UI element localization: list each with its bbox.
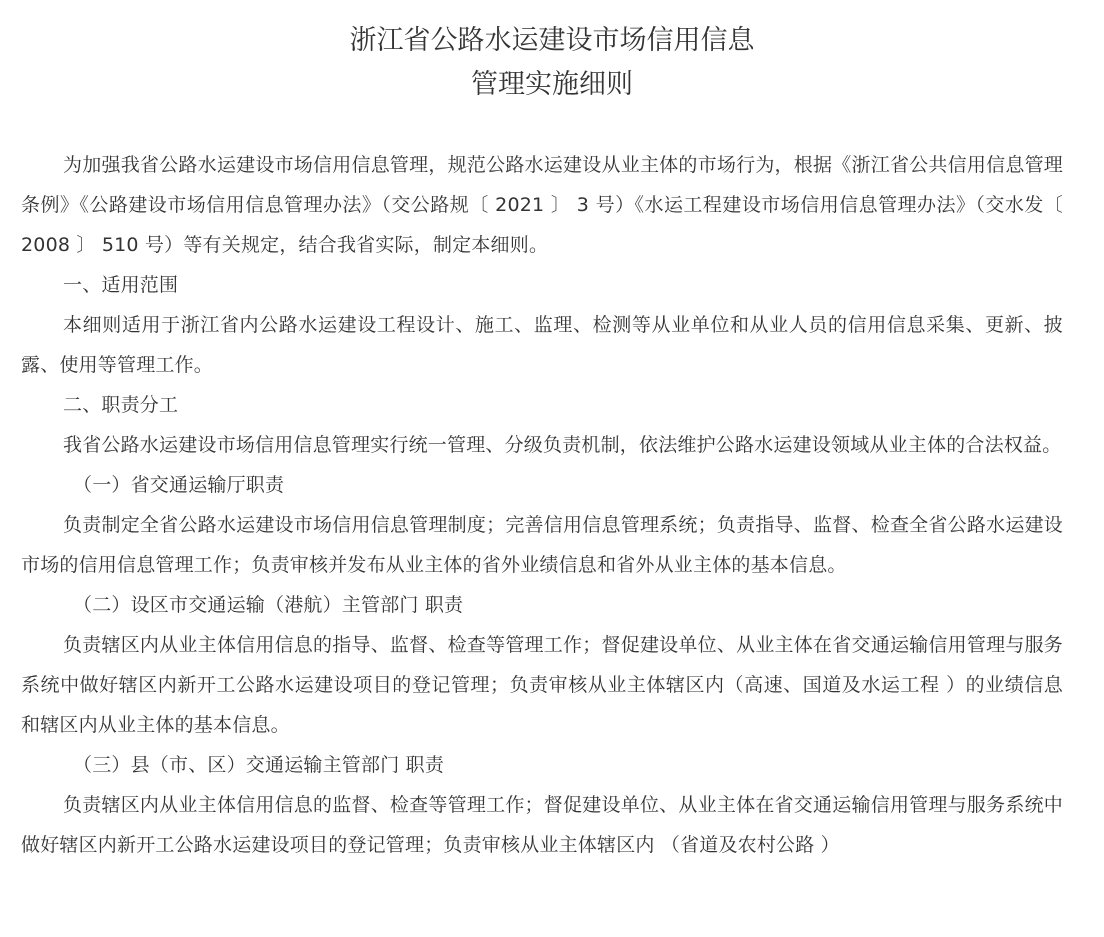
city-duties-paragraph: 负责辖区内从业主体信用信息的指导、监督、检查等管理工作；督促建设单位、从业主体在省交通运输信用管理与服务系统中做好辖区内新开工公路水运建设项目的登记管理；负责审核从业主体辖区内（高速、国道及水运工程 ）的业绩信息和辖区内从业主体的基本信息。 [21, 634, 1063, 736]
duties-paragraph: 我省公路水运建设市场信用信息管理实行统一管理、分级负责机制，依法维护公路水运建设领域从业主体的合法权益。 [63, 434, 1062, 456]
subsection-heading-province: （一）省交通运输厅职责 [73, 474, 285, 496]
subsection-heading-county: （三）县（市、区）交通运输主管部门 职责 [73, 754, 445, 776]
page-subtitle: 管理实施细则 [471, 69, 633, 100]
subsection-heading-city: （二）设区市交通运输（港航）主管部门 职责 [73, 594, 464, 616]
intro-paragraph: 为加强我省公路水运建设市场信用信息管理，规范公路水运建设从业主体的市场行为，根据《浙江省公共信用信息管理条例》《公路建设市场信用信息管理办法》（交公路规〔 2021 〕 3 号）《水运工程建设市场信用信息管理办法》（交水发〔 2008 〕 510 号）等有关规定，结合我省实际，制定本细则。 [21, 154, 1063, 256]
section-heading-duties: 二、职责分工 [63, 394, 179, 416]
section-heading-scope: 一、适用范围 [63, 274, 179, 296]
county-duties-paragraph: 负责辖区内从业主体信用信息的监督、检查等管理工作；督促建设单位、从业主体在省交通运输信用管理与服务系统中做好辖区内新开工公路水运建设项目的登记管理；负责审核从业主体辖区内 （省道及农村公路 ） [21, 794, 1063, 856]
scope-paragraph: 本细则适用于浙江省内公路水运建设工程设计、施工、监理、检测等从业单位和从业人员的信用信息采集、更新、披露、使用等管理工作。 [21, 314, 1063, 376]
page-title: 浙江省公路水运建设市场信用信息 [349, 25, 755, 56]
province-duties-paragraph: 负责制定全省公路水运建设市场信用信息管理制度；完善信用信息管理系统；负责指导、监督、检查全省公路水运建设市场的信用信息管理工作；负责审核并发布从业主体的省外业绩信息和省外从业主体的基本信息。 [21, 514, 1063, 576]
document-body [21, 145, 1063, 865]
